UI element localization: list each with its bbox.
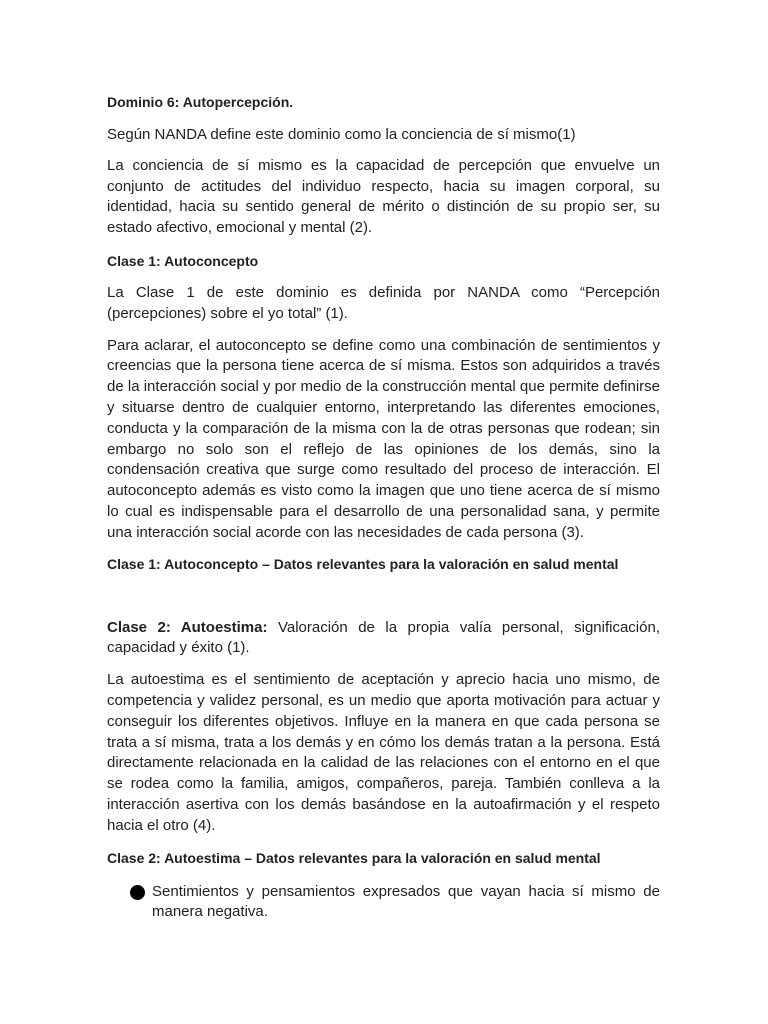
clase1-heading: Clase 1: Autoconcepto xyxy=(107,252,259,269)
clase1-data-heading: Clase 1: Autoconcepto – Datos relevantes para la valoración en salud mental xyxy=(107,555,619,572)
dominio-definition: La conciencia de sí mismo es la capacidad de percepción que envuelve un conjunto de actitudes del individuo respecto, hacia su imagen corporal, su identidad, hacia su sentido general de mérito o distinción de su propio ser, su estado afectivo, emocional y mental (2). xyxy=(107,156,660,237)
clase2-heading-label: Clase 2: Autoestima: xyxy=(107,618,268,636)
document-page xyxy=(107,92,660,923)
bullet-dot-icon xyxy=(130,885,145,900)
clase2-definition: Valoración de la propia valía personal, significación, capacidad y éxito (1). xyxy=(107,618,660,657)
clase2-data-heading: Clase 2: Autoestima – Datos relevantes para la valoración en salud mental xyxy=(107,849,601,866)
clase2-bullet-list xyxy=(107,882,660,924)
clase1-definition: La Clase 1 de este dominio es definida por NANDA como “Percepción (percepciones) sobre el yo total” (1). xyxy=(107,283,660,322)
dominio-heading: Dominio 6: Autopercepción. xyxy=(107,94,294,110)
dominio-intro: Según NANDA define este dominio como la conciencia de sí mismo(1) xyxy=(107,126,576,143)
list-item-text: Sentimientos y pensamientos expresados que vayan hacia sí mismo de manera negativa. xyxy=(152,882,660,921)
clase2-definition-paragraph xyxy=(107,618,660,660)
clase2-explanation: La autoestima es el sentimiento de aceptación y aprecio hacia uno mismo, de competencia y validez personal, es un medio que aporta motivación para actuar y conseguir los diferentes objetivos. Influye en la manera en que cada persona se trata a sí misma, trata a los demás y en cómo los demás tratan a la persona. Está directamente relacionada en la calidad de las relaciones con el entorno en el que se rodea como la familia, amigos, compañeros, pareja. También conlleva a la interacción asertiva con los demás basándose en la autoafirmación y el respeto hacia el otro (4). xyxy=(107,671,660,834)
list-item xyxy=(107,882,660,924)
clase1-explanation: Para aclarar, el autoconcepto se define como una combinación de sentimientos y creencias que la persona tiene acerca de sí misma. Estos son adquiridos a través de la interacción social y por medio de la construcción mental que permite definirse y situarse dentro de cualquier entorno, interpretando las diferentes emociones, conducta y la comparación de la misma con la de otras personas que rodean; sin embargo no solo son el reflejo de las opiniones de los demás, sino la condensación creativa que surge como resultado del proceso de interacción. El autoconcepto además es visto como la imagen que uno tiene acerca de sí mismo lo cual es indispensable para el desarrollo de una personalidad sana, y permite una interacción social acorde con las necesidades de cada persona (3). xyxy=(107,336,660,541)
